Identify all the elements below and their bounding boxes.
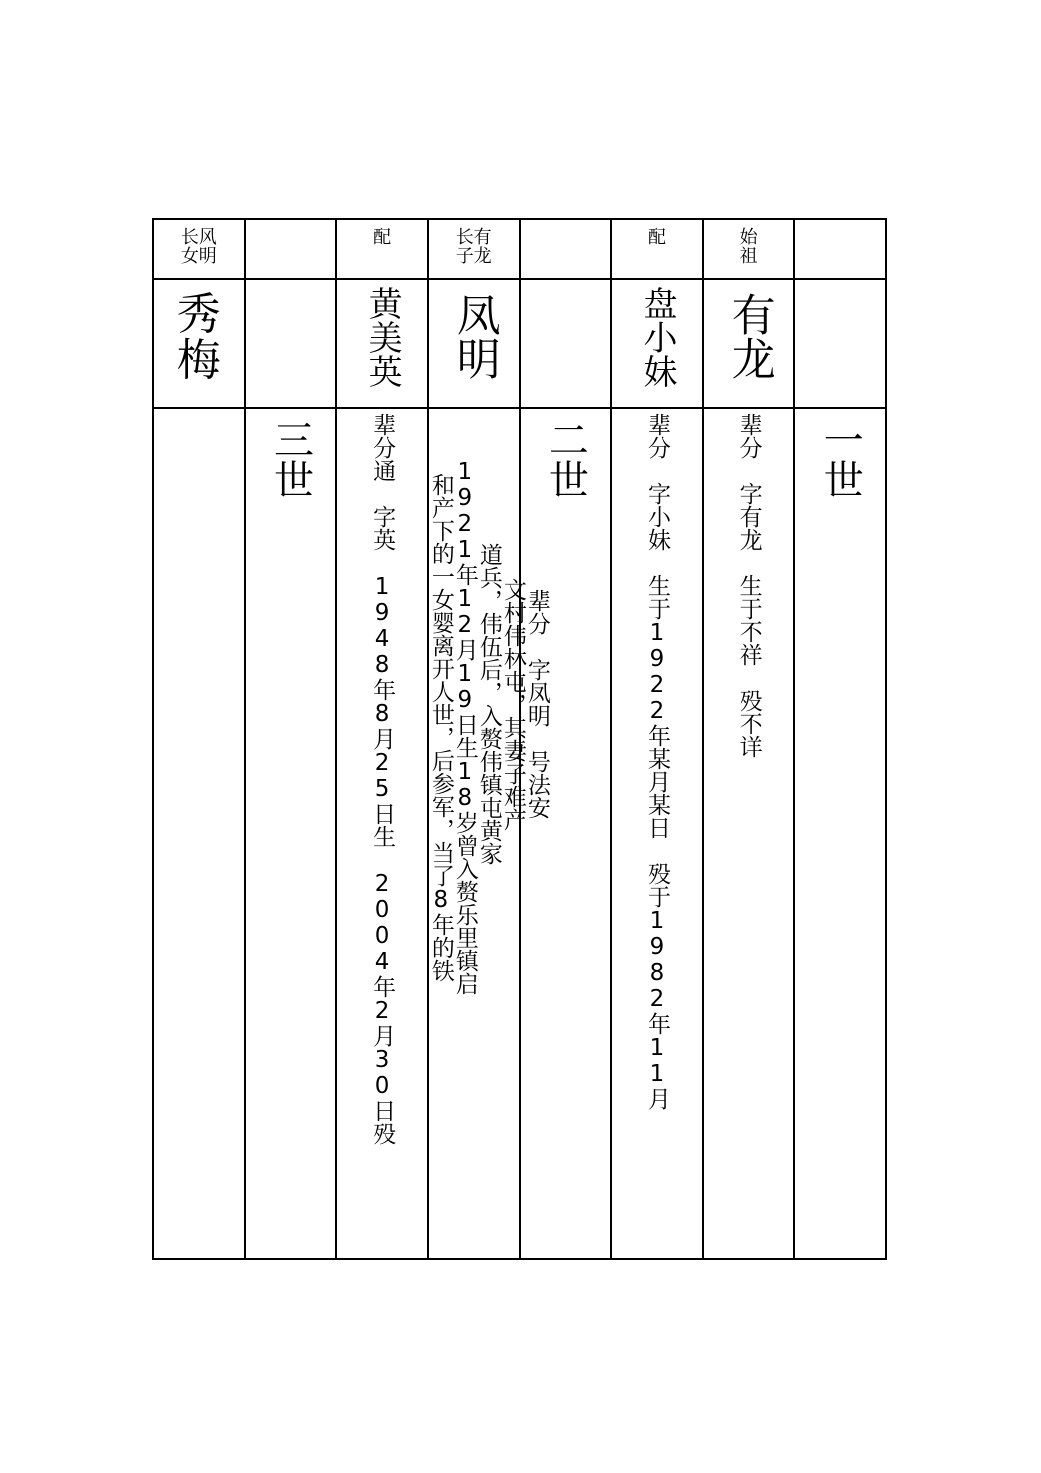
bio-6: 辈分 字小妹 生于1922年某月某日 殁于1982年11月 (643, 413, 670, 1111)
name-cell-5 (520, 279, 612, 408)
name-4: 凤明 (448, 292, 500, 381)
bio-7: 辈分 字有龙 生于不祥 殁不详 (735, 413, 762, 759)
title-cell-2 (245, 219, 337, 279)
title-cell-7 (703, 219, 795, 279)
bio-4: 辈分 字凤明 号法安 文村伟林屯，其妻子难产 道兵，伟伍后，入赘伟镇屯黄家 1921年12月19日生18岁曾入赘乐里镇启 和产下的一女婴离开人世，后参军，当了8年的铁 (427, 459, 550, 996)
generation-3: 三世 (267, 419, 314, 500)
detail-cell-5 (520, 408, 612, 1259)
detail-row (153, 408, 886, 1259)
title-1: 长风 女明 (180, 227, 217, 267)
title-cell-6 (611, 219, 703, 279)
title-4: 长有 子龙 (455, 227, 492, 267)
bio-3: 辈分通 字英 1948年8月25日生 2004年2月30日殁 (369, 413, 396, 1146)
detail-cell-1 (153, 408, 245, 1259)
name-cell-7 (703, 279, 795, 408)
title-6: 配 (647, 227, 666, 248)
detail-cell-6 (611, 408, 703, 1259)
title-cell-4 (428, 219, 520, 279)
title-cell-3 (336, 219, 428, 279)
generation-2: 二世 (542, 419, 589, 500)
name-6: 盘小妹 (636, 286, 677, 389)
detail-cell-3 (336, 408, 428, 1259)
detail-cell-8 (794, 408, 886, 1259)
title-3: 配 (373, 227, 392, 248)
name-cell-8 (794, 279, 886, 408)
name-3: 黄美英 (362, 286, 403, 389)
title-cell-8 (794, 219, 886, 279)
name-cell-2 (245, 279, 337, 408)
name-1: 秀梅 (176, 289, 221, 387)
detail-cell-2 (245, 408, 337, 1259)
title-7: 始 祖 (739, 227, 758, 267)
name-row (153, 279, 886, 408)
detail-cell-7 (703, 408, 795, 1259)
name-cell-1 (153, 279, 245, 408)
name-cell-3 (336, 279, 428, 408)
name-cell-6 (611, 279, 703, 408)
title-cell-5 (520, 219, 612, 279)
detail-cell-4 (427, 408, 550, 1259)
name-cell-4 (428, 279, 520, 408)
title-cell-1 (153, 219, 245, 279)
title-row (153, 219, 886, 279)
genealogy-table (152, 218, 887, 1260)
generation-1: 一世 (817, 419, 864, 500)
name-7: 有龙 (723, 292, 775, 381)
